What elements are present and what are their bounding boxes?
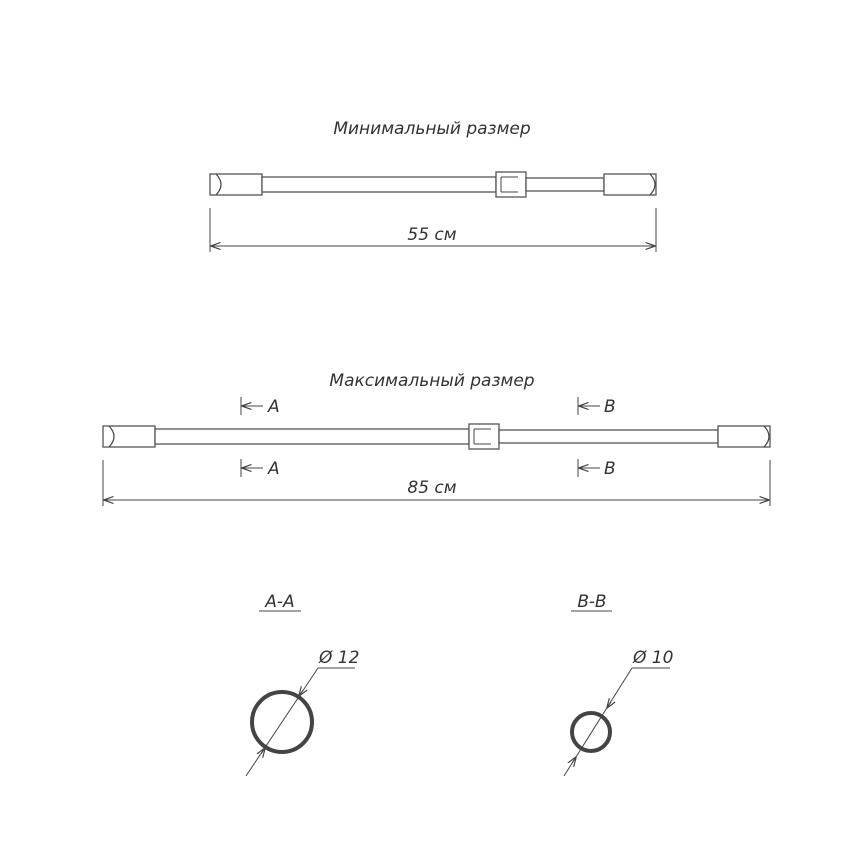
max-length-label: 85 см [407,478,457,498]
section-mark-b-top [578,397,616,417]
section-mark-a-bottom [241,459,280,479]
section-a [246,592,359,776]
min-dimension [210,208,656,252]
max-rod [103,424,770,449]
section-mark-a-top [241,397,280,417]
min-rod-right-cap [604,174,656,195]
section-b-diameter-arrow [572,757,576,763]
min-length-label: 55 см [407,225,457,245]
section-a-diameter-arrow [261,748,265,754]
section-b [564,592,673,776]
section-mark-b-label: B [604,459,616,479]
max-size-title: Максимальный размер [329,371,535,391]
max-rod-thick-tube [155,429,469,444]
section-b-tube-profile [572,713,610,751]
section-a-title: A-A [265,592,295,612]
section-a-diameter-line [246,668,318,776]
max-rod-thin-tube [499,430,718,443]
section-b-diameter-arrow [607,702,611,708]
max-dimension [103,460,770,506]
section-mark-a-label: A [268,459,280,479]
section-a-diameter-label: Ø 12 [319,648,360,668]
min-size-title: Минимальный размер [333,119,531,139]
min-rod-thick-tube [262,177,496,192]
max-rod-right-cap [718,426,770,447]
min-rod-left-cap [210,174,262,195]
min-rod [210,172,656,197]
min-rod-thin-tube [526,178,604,191]
section-mark-a-label: A [268,397,280,417]
section-b-title: B-B [577,592,607,612]
section-b-diameter-label: Ø 10 [633,648,674,668]
section-mark-b-label: B [604,397,616,417]
section-mark-b-bottom [578,459,616,479]
section-a-diameter-arrow [299,690,303,696]
max-rod-left-cap [103,426,155,447]
